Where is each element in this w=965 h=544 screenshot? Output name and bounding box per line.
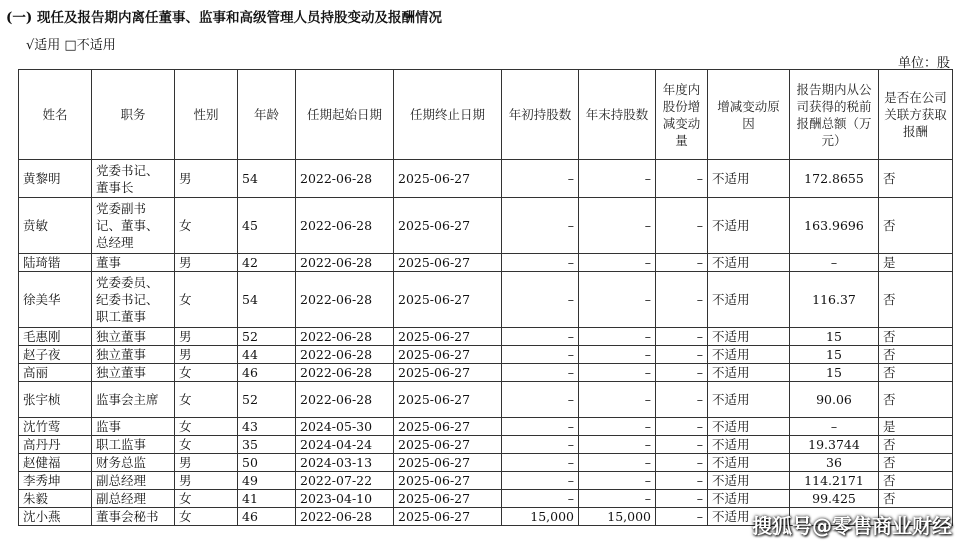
table-cell: 不适用 (708, 254, 790, 272)
col-header: 增减变动原因 (708, 70, 790, 160)
table-cell: 不适用 (708, 508, 790, 526)
table-cell: 不适用 (708, 418, 790, 436)
col-header: 姓名 (19, 70, 92, 160)
table-cell: 男 (175, 328, 238, 346)
table-cell: – (502, 472, 579, 490)
table-cell: – (502, 272, 579, 328)
table-cell: 2022-06-28 (296, 364, 394, 382)
table-cell: 男 (175, 472, 238, 490)
table-cell: 46 (238, 364, 296, 382)
table-cell: 张宇桢 (19, 382, 92, 418)
table-row (19, 382, 953, 418)
table-cell: 45 (238, 198, 296, 254)
table-cell: 监事 (92, 418, 175, 436)
table-cell: 黄黎明 (19, 160, 92, 198)
table-cell: 15,000 (579, 508, 656, 526)
table-cell: – (579, 472, 656, 490)
table-cell: 2023-04-10 (296, 490, 394, 508)
table-cell: 2022-06-28 (296, 382, 394, 418)
table-cell: – (579, 364, 656, 382)
table-cell: 2025-06-27 (394, 346, 502, 364)
table-cell: – (579, 272, 656, 328)
col-header: 职务 (92, 70, 175, 160)
table-cell: 2025-06-27 (394, 160, 502, 198)
table-cell: 2025-06-27 (394, 198, 502, 254)
table-cell: 不适用 (708, 472, 790, 490)
table-cell: 2022-06-28 (296, 198, 394, 254)
table-cell: 2025-06-27 (394, 454, 502, 472)
table-cell: 女 (175, 382, 238, 418)
table-row (19, 454, 953, 472)
col-header: 年度内股份增减变动量 (656, 70, 708, 160)
table-cell: – (502, 198, 579, 254)
table-cell: 否 (879, 198, 953, 254)
table-row (19, 472, 953, 490)
table-cell: – (656, 198, 708, 254)
table-cell: 2022-06-28 (296, 508, 394, 526)
header-row (19, 70, 953, 160)
table-cell: 2025-06-27 (394, 254, 502, 272)
table-cell: 否 (879, 472, 953, 490)
table-cell: – (502, 160, 579, 198)
col-header: 报告期内从公司获得的税前报酬总额（万元） (790, 70, 879, 160)
table-cell: 赵子夜 (19, 346, 92, 364)
table-cell: – (502, 346, 579, 364)
unit-label: 单位：股 (897, 56, 950, 71)
col-header: 是否在公司关联方获取报酬 (879, 70, 953, 160)
table-cell: 赵健福 (19, 454, 92, 472)
col-header: 性别 (175, 70, 238, 160)
table-cell: 否 (879, 272, 953, 328)
table-cell: – (502, 490, 579, 508)
table-cell: – (502, 364, 579, 382)
table-cell: 不适用 (708, 454, 790, 472)
table-cell: 不适用 (708, 272, 790, 328)
col-header: 年龄 (238, 70, 296, 160)
table-cell: 19.3744 (790, 436, 879, 454)
table-cell: 2025-06-27 (394, 328, 502, 346)
table-cell: 2022-06-28 (296, 328, 394, 346)
table-cell: 男 (175, 454, 238, 472)
table-cell: 否 (879, 454, 953, 472)
table-cell: 董事会秘书 (92, 508, 175, 526)
table-cell: – (502, 418, 579, 436)
table-cell: – (579, 454, 656, 472)
table-cell: 54 (238, 272, 296, 328)
table-cell: – (656, 436, 708, 454)
table-cell: 43 (238, 418, 296, 436)
table-cell: 2022-07-22 (296, 472, 394, 490)
table-cell: 否 (879, 436, 953, 454)
table-row (19, 272, 953, 328)
table-cell: 否 (879, 382, 953, 418)
table-cell: 46 (238, 508, 296, 526)
table-cell: 不适用 (708, 382, 790, 418)
table-cell: 是 (879, 418, 953, 436)
table-cell: 2025-06-27 (394, 472, 502, 490)
table-cell: – (656, 382, 708, 418)
table-cell: 49 (238, 472, 296, 490)
table-cell: 163.9696 (790, 198, 879, 254)
table-cell: – (579, 418, 656, 436)
col-header: 年初持股数 (502, 70, 579, 160)
table-cell: – (656, 490, 708, 508)
table-cell: – (579, 490, 656, 508)
table-row (19, 364, 953, 382)
table-cell: 徐美华 (19, 272, 92, 328)
table-cell: 监事会主席 (92, 382, 175, 418)
table-cell: 2025-06-27 (394, 272, 502, 328)
table-cell: 职工监事 (92, 436, 175, 454)
applicability-checkbox: √适用 □不适用 (26, 38, 116, 53)
table-cell: 2022-06-28 (296, 346, 394, 364)
table-cell: 党委副书记、董事、总经理 (92, 198, 175, 254)
table-cell: 15 (790, 364, 879, 382)
table-row (19, 346, 953, 364)
table-cell: 2022-06-28 (296, 254, 394, 272)
table-cell: 党委书记、董事长 (92, 160, 175, 198)
table-row (19, 418, 953, 436)
table-row (19, 436, 953, 454)
table-cell: – (502, 436, 579, 454)
table-cell: 独立董事 (92, 346, 175, 364)
table-cell: 党委委员、纪委书记、职工董事 (92, 272, 175, 328)
table-cell: 贲敏 (19, 198, 92, 254)
table-cell: 男 (175, 346, 238, 364)
table-cell: – (656, 328, 708, 346)
watermark: 搜狐号@零售商业财经 (752, 514, 952, 538)
table-cell: 114.2171 (790, 472, 879, 490)
table-cell: – (579, 198, 656, 254)
table-cell: – (656, 364, 708, 382)
table-cell: 李秀坤 (19, 472, 92, 490)
table-cell: 172.8655 (790, 160, 879, 198)
table-cell: – (656, 272, 708, 328)
table-row (19, 160, 953, 198)
table-cell: 52 (238, 382, 296, 418)
table-cell: 朱毅 (19, 490, 92, 508)
table-cell: 是 (879, 254, 953, 272)
section-title: (一) 现任及报告期内离任董事、监事和高级管理人员持股变动及报酬情况 (6, 10, 442, 26)
table-cell: 35 (238, 436, 296, 454)
table-cell: 2025-06-27 (394, 436, 502, 454)
table-cell: 女 (175, 490, 238, 508)
table-cell: – (579, 436, 656, 454)
table-cell: 高丽 (19, 364, 92, 382)
table-cell: 否 (879, 160, 953, 198)
table-cell: 15 (790, 328, 879, 346)
table-cell: 否 (879, 328, 953, 346)
table-cell: 41 (238, 490, 296, 508)
table-cell: 副总经理 (92, 472, 175, 490)
table-cell: – (502, 328, 579, 346)
table-row (19, 328, 953, 346)
table-cell: 董事 (92, 254, 175, 272)
table-cell: 15 (790, 346, 879, 364)
table-cell: 2025-06-27 (394, 508, 502, 526)
table-row (19, 198, 953, 254)
table-cell: – (579, 160, 656, 198)
table-cell: – (790, 254, 879, 272)
table-cell: – (656, 346, 708, 364)
table-cell: 女 (175, 436, 238, 454)
table-cell: 15,000 (502, 508, 579, 526)
col-header: 年末持股数 (579, 70, 656, 160)
table-cell: 独立董事 (92, 328, 175, 346)
table-cell: 毛惠刚 (19, 328, 92, 346)
table-cell: 不适用 (708, 346, 790, 364)
table-cell: – (656, 418, 708, 436)
table-cell: – (656, 254, 708, 272)
table-cell: 陆琦锴 (19, 254, 92, 272)
table-cell: 财务总监 (92, 454, 175, 472)
table-cell: 男 (175, 160, 238, 198)
table-cell: – (656, 160, 708, 198)
table-cell: 99.425 (790, 490, 879, 508)
table-cell: – (502, 254, 579, 272)
table-cell: 否 (879, 490, 953, 508)
table-cell: – (579, 254, 656, 272)
table-cell: 副总经理 (92, 490, 175, 508)
table-cell: 2025-06-27 (394, 364, 502, 382)
table-cell: 90.06 (790, 382, 879, 418)
col-header: 任期起始日期 (296, 70, 394, 160)
table-cell: 高丹丹 (19, 436, 92, 454)
table-cell: 沈小燕 (19, 508, 92, 526)
table-cell: 女 (175, 508, 238, 526)
table-cell: 不适用 (708, 328, 790, 346)
table-cell: 52 (238, 328, 296, 346)
table-cell: – (656, 508, 708, 526)
table-cell: 2022-06-28 (296, 272, 394, 328)
table-cell: 2024-05-30 (296, 418, 394, 436)
table-cell: – (579, 346, 656, 364)
col-header: 任期终止日期 (394, 70, 502, 160)
table-row (19, 490, 953, 508)
shareholding-table (18, 69, 953, 526)
table-cell: 女 (175, 198, 238, 254)
table-cell: – (502, 382, 579, 418)
table-cell: 男 (175, 254, 238, 272)
table-cell: 2025-06-27 (394, 490, 502, 508)
table-cell: – (656, 472, 708, 490)
table-cell: 116.37 (790, 272, 879, 328)
table-cell: 否 (879, 346, 953, 364)
table-cell: – (790, 418, 879, 436)
table-cell: 2022-06-28 (296, 160, 394, 198)
table-cell: 44 (238, 346, 296, 364)
table-cell: – (579, 328, 656, 346)
table-cell: – (579, 382, 656, 418)
table-cell: 36 (790, 454, 879, 472)
table-cell: 54 (238, 160, 296, 198)
table-cell: 42 (238, 254, 296, 272)
table-cell: 不适用 (708, 490, 790, 508)
table-cell: 2024-04-24 (296, 436, 394, 454)
table-row (19, 254, 953, 272)
table-cell: 不适用 (708, 436, 790, 454)
table-cell: – (656, 454, 708, 472)
table-cell: – (502, 454, 579, 472)
table-cell: 女 (175, 364, 238, 382)
table-cell: 否 (879, 364, 953, 382)
table-cell: 50 (238, 454, 296, 472)
table-cell: 2025-06-27 (394, 418, 502, 436)
table-cell: 不适用 (708, 160, 790, 198)
table-cell: 2025-06-27 (394, 382, 502, 418)
table-cell: 女 (175, 272, 238, 328)
table-cell: 沈竹莺 (19, 418, 92, 436)
table-cell: 女 (175, 418, 238, 436)
table-cell: 独立董事 (92, 364, 175, 382)
table-cell: 不适用 (708, 364, 790, 382)
table-cell: 2024-03-13 (296, 454, 394, 472)
table-cell: 不适用 (708, 198, 790, 254)
